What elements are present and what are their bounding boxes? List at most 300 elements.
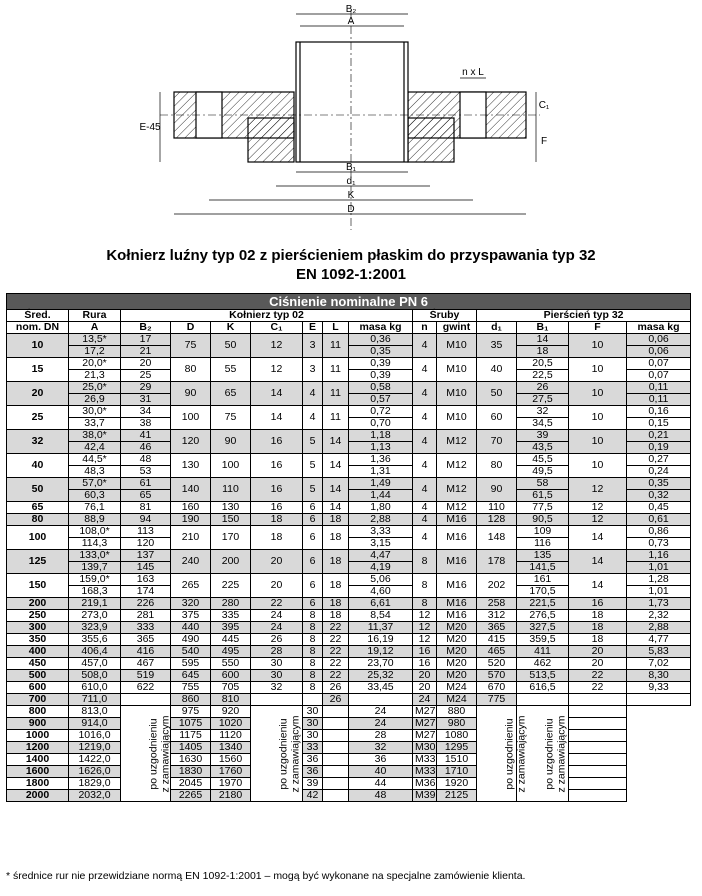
cell-b2: 163 xyxy=(121,574,171,586)
cell-d: 1405 xyxy=(171,742,211,754)
label-b1: B₁ xyxy=(345,162,357,173)
cell-l: 30 xyxy=(303,730,323,742)
table-banner: Ciśnienie nominalne PN 6 xyxy=(7,294,691,310)
cell-gwint: M30 xyxy=(413,742,437,754)
col-masa-pierscien: masa kg xyxy=(627,322,691,334)
cell-k: 395 xyxy=(211,622,251,634)
cell-k: 55 xyxy=(211,358,251,382)
cell-masa: 0,39 xyxy=(349,370,413,382)
cell-a: 21,3 xyxy=(69,370,121,382)
cell-c1: 18 xyxy=(251,514,303,526)
cell-dn: 1600 xyxy=(7,766,69,778)
cell-k: 50 xyxy=(211,334,251,358)
cell-n: 8 xyxy=(413,574,437,598)
cell-g: M20 xyxy=(437,646,477,658)
cell-l: 14 xyxy=(323,430,349,454)
hdr-pierscien: Pierścień typ 32 xyxy=(477,310,691,322)
cell-dn: 250 xyxy=(7,610,69,622)
cell-d1: 148 xyxy=(477,526,517,550)
cell-masa-p: 0,16 xyxy=(627,406,691,418)
cell-f: 10 xyxy=(569,358,627,382)
cell-masa-p-empty xyxy=(627,694,691,706)
cell-masa-p: 0,11 xyxy=(627,382,691,394)
cell-mk: 2,88 xyxy=(349,514,413,526)
cell-b2: 145 xyxy=(121,562,171,574)
cell-l: 14 xyxy=(323,478,349,502)
cell-mk: 33,45 xyxy=(349,682,413,694)
cell-c1: 16 xyxy=(251,478,303,502)
cell-b1: 20,5 xyxy=(517,358,569,370)
cell-a: 139,7 xyxy=(69,562,121,574)
cell-d: 240 xyxy=(171,550,211,574)
cell-masa: 3,15 xyxy=(349,538,413,550)
cell-d1: 365 xyxy=(477,622,517,634)
cell-e: 6 xyxy=(303,550,323,574)
note-by-agreement-text xyxy=(544,715,568,792)
cell-b1: 61,5 xyxy=(517,490,569,502)
table-row xyxy=(7,430,691,442)
cell-k: 550 xyxy=(211,658,251,670)
cell-c1: 30 xyxy=(251,670,303,682)
cell-b1: 49,5 xyxy=(517,466,569,478)
page-title xyxy=(0,246,702,284)
cell-d1: 880 xyxy=(437,706,477,718)
cell-n: 24 xyxy=(349,718,413,730)
cell-d1: 60 xyxy=(477,406,517,430)
cell-b1: 116 xyxy=(517,538,569,550)
table-row xyxy=(7,742,691,754)
cell-g: M16 xyxy=(437,526,477,550)
cell-a: 17,2 xyxy=(69,346,121,358)
cell-e: 8 xyxy=(303,610,323,622)
cell-d: 100 xyxy=(171,406,211,430)
cell-b2: 113 xyxy=(121,526,171,538)
cell-b2: 46 xyxy=(121,442,171,454)
cell-n: 48 xyxy=(349,790,413,802)
cell-b1: 616,5 xyxy=(517,682,569,694)
cell-b2: 416 xyxy=(121,646,171,658)
cell-masa: 0,36 xyxy=(349,334,413,346)
cell-a: 38,0* xyxy=(69,430,121,442)
cell-masa: 3,33 xyxy=(349,526,413,538)
table-row xyxy=(7,670,691,682)
cell-k: 90 xyxy=(211,430,251,454)
cell-e: 6 xyxy=(303,502,323,514)
cell-masa-p: 0,07 xyxy=(627,358,691,370)
cell-n: 20 xyxy=(413,670,437,682)
table-row xyxy=(7,634,691,646)
cell-a: 323,9 xyxy=(69,622,121,634)
cell-b1: 39 xyxy=(517,430,569,442)
cell-n: 24 xyxy=(413,694,437,706)
cell-f-empty xyxy=(569,694,627,706)
cell-e-empty xyxy=(303,694,323,706)
cell-masa-p: 0,06 xyxy=(627,334,691,346)
cell-a: 1422,0 xyxy=(69,754,121,766)
cell-a: 1829,0 xyxy=(69,778,121,790)
table-row xyxy=(7,382,691,394)
label-e45: E-45 xyxy=(139,122,161,133)
cell-masa: 1,49 xyxy=(349,478,413,490)
cell-b2: 174 xyxy=(121,586,171,598)
cell-gwint: M24 xyxy=(437,694,477,706)
cell-b2: 17 xyxy=(121,334,171,346)
cell-a: 60,3 xyxy=(69,490,121,502)
table-body xyxy=(7,294,691,802)
cell-a: 2032,0 xyxy=(69,790,121,802)
cell-a: 406,4 xyxy=(69,646,121,658)
note-line-1: po uzgodnieniu xyxy=(503,717,516,790)
cell-b2: 20 xyxy=(121,358,171,370)
cell-b2: 41 xyxy=(121,430,171,442)
table-row xyxy=(7,526,691,538)
cell-d1: 2125 xyxy=(437,790,477,802)
cell-e: 8 xyxy=(303,622,323,634)
col-e: E xyxy=(303,322,323,334)
col-k: K xyxy=(211,322,251,334)
cell-b2: 94 xyxy=(121,514,171,526)
table-row xyxy=(7,598,691,610)
cell-l: 30 xyxy=(303,718,323,730)
table-row xyxy=(7,706,691,718)
cell-masa-p: 1,01 xyxy=(627,562,691,574)
cell-d: 440 xyxy=(171,622,211,634)
cell-g: M16 xyxy=(437,514,477,526)
table-row xyxy=(7,658,691,670)
cell-e: 6 xyxy=(303,514,323,526)
cell-dn: 10 xyxy=(7,334,69,358)
cell-b2: 333 xyxy=(121,622,171,634)
cell-b1: 45,5 xyxy=(517,454,569,466)
cell-n: 32 xyxy=(349,742,413,754)
cell-d1: 465 xyxy=(477,646,517,658)
cell-k: 445 xyxy=(211,634,251,646)
cell-dn: 125 xyxy=(7,550,69,574)
cell-masa-p-empty xyxy=(569,766,627,778)
cell-a: 48,3 xyxy=(69,466,121,478)
cell-a: 76,1 xyxy=(69,502,121,514)
col-b1: B₁ xyxy=(517,322,569,334)
cell-gwint: M39 xyxy=(413,790,437,802)
cell-l: 42 xyxy=(303,790,323,802)
cell-g: M20 xyxy=(437,658,477,670)
table-row xyxy=(7,358,691,370)
cell-dn: 350 xyxy=(7,634,69,646)
cell-masa-empty xyxy=(323,766,349,778)
cell-b1: 327,5 xyxy=(517,622,569,634)
cell-e: 8 xyxy=(303,658,323,670)
cell-gwint: M27 xyxy=(413,718,437,730)
cell-masa-p: 0,06 xyxy=(627,346,691,358)
cell-a: 457,0 xyxy=(69,658,121,670)
cell-d: 755 xyxy=(171,682,211,694)
cell-k: 1560 xyxy=(211,754,251,766)
footnote: * średnice rur nie przewidziane normą EN 1092-1:2001 – mogą być wykonane na specjalne zamówienie klienta. xyxy=(6,870,526,882)
cell-d1: 80 xyxy=(477,454,517,478)
cell-g: M16 xyxy=(437,610,477,622)
table-row xyxy=(7,694,691,706)
cell-a: 1626,0 xyxy=(69,766,121,778)
cell-b2: 38 xyxy=(121,418,171,430)
cell-k: 170 xyxy=(211,526,251,550)
cell-e: 3 xyxy=(303,358,323,382)
note-by-agreement xyxy=(121,706,171,802)
cell-l: 11 xyxy=(323,334,349,358)
cell-b2: 226 xyxy=(121,598,171,610)
cell-dn: 15 xyxy=(7,358,69,382)
cell-d: 2265 xyxy=(171,790,211,802)
cell-mp: 4,77 xyxy=(627,634,691,646)
col-masa-kolnierz: masa kg xyxy=(349,322,413,334)
cell-c1: 28 xyxy=(251,646,303,658)
cell-n: 4 xyxy=(413,430,437,454)
cell-d: 1630 xyxy=(171,754,211,766)
cell-c1: 30 xyxy=(251,658,303,670)
cell-f: 12 xyxy=(569,478,627,502)
col-f: F xyxy=(569,322,627,334)
cell-f: 10 xyxy=(569,430,627,454)
cell-b1: 411 xyxy=(517,646,569,658)
cell-k: 100 xyxy=(211,454,251,478)
cell-k: 1340 xyxy=(211,742,251,754)
cell-n: 4 xyxy=(413,514,437,526)
cell-n: 12 xyxy=(413,610,437,622)
note-line-2: z zamawiającym xyxy=(555,714,568,793)
cell-b2: 137 xyxy=(121,550,171,562)
table-row xyxy=(7,610,691,622)
cell-b2: 25 xyxy=(121,370,171,382)
cell-b1: 276,5 xyxy=(517,610,569,622)
table-row xyxy=(7,550,691,562)
note-line-1: po uzgodnieniu xyxy=(277,717,290,790)
label-d1: d₁ xyxy=(346,176,356,187)
cell-d1: 202 xyxy=(477,574,517,598)
cell-mp: 7,02 xyxy=(627,658,691,670)
table-row xyxy=(7,406,691,418)
cell-c1: 24 xyxy=(251,622,303,634)
cell-l: 22 xyxy=(323,634,349,646)
cell-k: 110 xyxy=(211,478,251,502)
cell-e: 6 xyxy=(303,598,323,610)
cell-masa: 1,44 xyxy=(349,490,413,502)
cell-dn: 600 xyxy=(7,682,69,694)
cell-c1: 20 xyxy=(251,574,303,598)
table-row xyxy=(7,754,691,766)
cell-n: 4 xyxy=(413,454,437,478)
note-by-agreement-text xyxy=(278,715,302,792)
cell-l: 11 xyxy=(323,358,349,382)
cell-c1: 14 xyxy=(251,382,303,406)
cell-mp: 0,45 xyxy=(627,502,691,514)
cell-n: 12 xyxy=(413,622,437,634)
cell-mk: 25,32 xyxy=(349,670,413,682)
cell-b2: 120 xyxy=(121,538,171,550)
cell-d1: 670 xyxy=(477,682,517,694)
cell-l: 39 xyxy=(303,778,323,790)
cell-l: 18 xyxy=(323,514,349,526)
cell-n: 4 xyxy=(413,358,437,382)
cell-mp: 9,33 xyxy=(627,682,691,694)
cell-l: 22 xyxy=(323,658,349,670)
cell-d: 130 xyxy=(171,454,211,478)
cell-b2: 29 xyxy=(121,382,171,394)
note-by-agreement xyxy=(477,706,528,802)
cell-dn: 40 xyxy=(7,454,69,478)
col-d1: d₁ xyxy=(477,322,517,334)
cell-f: 14 xyxy=(569,574,627,598)
cell-g: M20 xyxy=(437,622,477,634)
cell-f: 14 xyxy=(569,526,627,550)
cell-masa: 0,58 xyxy=(349,382,413,394)
note-by-agreement xyxy=(251,706,303,802)
cell-masa: 0,72 xyxy=(349,406,413,418)
cell-masa-p: 0,24 xyxy=(627,466,691,478)
cell-f: 10 xyxy=(569,382,627,406)
cell-g: M20 xyxy=(437,634,477,646)
cell-d1: 90 xyxy=(477,478,517,502)
cell-a: 44,5* xyxy=(69,454,121,466)
cell-masa: 0,35 xyxy=(349,346,413,358)
cell-k: 2180 xyxy=(211,790,251,802)
cell-k: 920 xyxy=(211,706,251,718)
cell-g: M12 xyxy=(437,454,477,478)
cell-k: 150 xyxy=(211,514,251,526)
hdr-nom-dn: nom. DN xyxy=(7,322,69,334)
table-row xyxy=(7,718,691,730)
cell-a: 13,5* xyxy=(69,334,121,346)
col-l: L xyxy=(323,322,349,334)
cell-g: M10 xyxy=(437,334,477,358)
cell-gwint: M33 xyxy=(413,766,437,778)
cell-l: 18 xyxy=(323,610,349,622)
col-a: A xyxy=(69,322,121,334)
cell-b2: 281 xyxy=(121,610,171,622)
cell-d1: 35 xyxy=(477,334,517,358)
cell-k: 1120 xyxy=(211,730,251,742)
cell-e: 6 xyxy=(303,526,323,550)
table-row xyxy=(7,334,691,346)
cell-f: 12 xyxy=(569,514,627,526)
cell-c1: 16 xyxy=(251,430,303,454)
cell-b2: 81 xyxy=(121,502,171,514)
cell-f: 16 xyxy=(569,598,627,610)
note-line-2: z zamawiającym xyxy=(515,714,528,793)
cell-n: 20 xyxy=(413,682,437,694)
note-line-2: z zamawiającym xyxy=(159,714,172,793)
cell-dn: 65 xyxy=(7,502,69,514)
table-row xyxy=(7,502,691,514)
cell-k: 1760 xyxy=(211,766,251,778)
cell-d1: 1510 xyxy=(437,754,477,766)
cell-l: 18 xyxy=(323,574,349,598)
cell-d: 490 xyxy=(171,634,211,646)
label-b2: B₂ xyxy=(345,4,357,15)
cell-e: 8 xyxy=(303,682,323,694)
cell-b2: 65 xyxy=(121,490,171,502)
cell-d: 645 xyxy=(171,670,211,682)
cell-k: 280 xyxy=(211,598,251,610)
cell-a: 88,9 xyxy=(69,514,121,526)
cell-d1: 40 xyxy=(477,358,517,382)
cell-dn: 1000 xyxy=(7,730,69,742)
cell-a: 914,0 xyxy=(69,718,121,730)
cell-dn: 1400 xyxy=(7,754,69,766)
table-row xyxy=(7,730,691,742)
cell-dn: 50 xyxy=(7,478,69,502)
cell-d: 80 xyxy=(171,358,211,382)
cell-masa-p: 0,15 xyxy=(627,418,691,430)
cell-g: M16 xyxy=(437,574,477,598)
table-row xyxy=(7,574,691,586)
cell-masa-empty xyxy=(323,790,349,802)
cell-l: 36 xyxy=(303,754,323,766)
cell-a: 42,4 xyxy=(69,442,121,454)
cell-masa-p-empty xyxy=(569,790,627,802)
cell-masa: 0,57 xyxy=(349,394,413,406)
cell-dn: 900 xyxy=(7,718,69,730)
cell-f: 22 xyxy=(569,670,627,682)
col-n: n xyxy=(413,322,437,334)
cell-dn: 25 xyxy=(7,406,69,430)
table-row xyxy=(7,790,691,802)
cell-b2: 365 xyxy=(121,634,171,646)
cell-gwint: M27 xyxy=(413,706,437,718)
cell-c1: 12 xyxy=(251,358,303,382)
cell-g: M16 xyxy=(437,550,477,574)
cell-d1: 570 xyxy=(477,670,517,682)
cell-c1: 14 xyxy=(251,406,303,430)
cell-d: 265 xyxy=(171,574,211,598)
cell-masa-p: 0,27 xyxy=(627,454,691,466)
table-row xyxy=(7,766,691,778)
cell-a: 1219,0 xyxy=(69,742,121,754)
cell-b2: 53 xyxy=(121,466,171,478)
cell-mp: 0,61 xyxy=(627,514,691,526)
cell-k: 65 xyxy=(211,382,251,406)
hdr-sruby: Śruby xyxy=(413,310,477,322)
cell-d: 210 xyxy=(171,526,211,550)
label-k: K xyxy=(347,190,355,201)
table-row xyxy=(7,514,691,526)
label-c1: C₁ xyxy=(538,100,550,111)
cell-a: 133,0* xyxy=(69,550,121,562)
cell-l: 30 xyxy=(303,706,323,718)
cell-dn: 450 xyxy=(7,658,69,670)
cell-d1: 70 xyxy=(477,430,517,454)
cell-masa-p-empty xyxy=(569,730,627,742)
cell-mk: 23,70 xyxy=(349,658,413,670)
cell-b1: 58 xyxy=(517,478,569,490)
cell-mp: 2,32 xyxy=(627,610,691,622)
cell-f: 18 xyxy=(569,610,627,622)
cell-dn: 500 xyxy=(7,670,69,682)
cell-b2-empty xyxy=(121,694,171,706)
cell-k: 600 xyxy=(211,670,251,682)
cell-f: 18 xyxy=(569,622,627,634)
cell-l: 18 xyxy=(323,550,349,574)
cell-n: 16 xyxy=(413,658,437,670)
cell-e: 8 xyxy=(303,634,323,646)
cell-mp: 1,73 xyxy=(627,598,691,610)
cell-a: 355,6 xyxy=(69,634,121,646)
cell-masa-empty xyxy=(323,754,349,766)
cell-a: 219,1 xyxy=(69,598,121,610)
cell-b1-empty xyxy=(517,694,569,706)
cell-l: 11 xyxy=(323,406,349,430)
cell-gwint: M27 xyxy=(413,730,437,742)
label-f: F xyxy=(540,136,548,147)
cell-mk: 11,37 xyxy=(349,622,413,634)
